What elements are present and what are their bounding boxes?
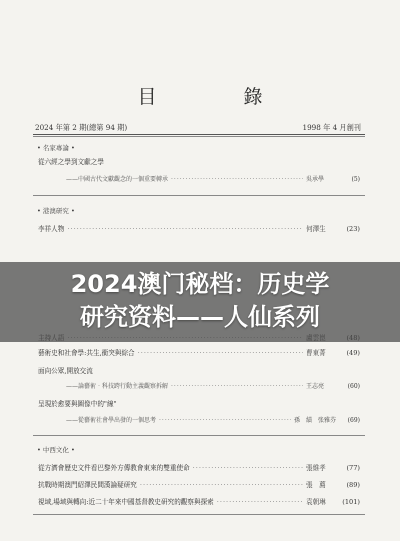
entry-page: (23) — [346, 225, 360, 233]
entry-title: 從方濟會歷史文件看巴黎外方傳教會東來的雙重使命 — [38, 464, 190, 472]
toc-entry[interactable] — [38, 156, 360, 166]
toc-entry[interactable] — [38, 496, 360, 506]
leader-dots — [217, 498, 303, 506]
toc-entry[interactable] — [38, 347, 360, 357]
entry-title: 藝術史和社會學:共生,衝突與綜合 — [38, 349, 135, 357]
entry-title: ——中國古代文獻觀念的一個重要轉承 — [66, 176, 169, 183]
leader-dots — [159, 417, 291, 424]
leader-dots — [171, 176, 303, 183]
entry-author: 王志亮 — [306, 383, 325, 390]
entry-author: 吳承學 — [306, 176, 325, 183]
entry-author: 何澤生 — [306, 225, 326, 233]
entry-page: (69) — [347, 417, 360, 424]
leader-dots — [193, 464, 303, 472]
page-title: 目 錄 — [137, 86, 297, 108]
section-rule — [33, 435, 365, 436]
founding-date: 1998 年 4 月創刊 — [302, 123, 361, 132]
overlay-line-1: 2024澳门秘档：历史学 — [70, 270, 330, 298]
entry-author: 張 薦 — [306, 481, 326, 489]
entry-page: (49) — [346, 349, 360, 357]
entry-author: 曹東菁 — [306, 349, 326, 357]
toc-entry-subtitle[interactable] — [66, 415, 360, 425]
entry-author: 張維孝 — [306, 464, 326, 472]
overlay-caption — [0, 268, 400, 334]
entry-title: 視域,場域與轉向:近二十年來中國基督教史研究的觀察與探索 — [38, 498, 214, 506]
entry-page: (101) — [342, 498, 360, 506]
entry-author: 孫 績 张雅芬 — [293, 417, 336, 424]
entry-title: 面向公眾,開放交流 — [38, 367, 93, 375]
entry-title: ——從藝術社會學出發的一個思考 — [66, 417, 157, 424]
section-heading: • 中西文化 • — [37, 446, 75, 454]
toc-entry-subtitle[interactable] — [66, 381, 360, 391]
header-rule — [33, 134, 365, 135]
leader-dots — [171, 383, 303, 390]
section-rule — [33, 195, 365, 196]
toc-entry[interactable] — [38, 398, 360, 408]
issue-info-row — [35, 123, 361, 133]
entry-page: (89) — [346, 481, 360, 489]
entry-page: (77) — [346, 464, 360, 472]
toc-entry[interactable] — [38, 365, 360, 375]
toc-entry[interactable] — [38, 223, 360, 233]
entry-title: 呈現於愈要與圖像中的"線" — [38, 400, 117, 408]
header-rule-thin — [33, 136, 365, 137]
entry-title: 抗戰時期澳門紹澤民間漢論疑研究 — [38, 481, 137, 489]
toc-entry[interactable] — [38, 462, 360, 472]
entry-title: 從六經之學到文獻之學 — [38, 158, 104, 166]
leader-dots — [138, 349, 303, 357]
footer-rule — [33, 514, 365, 515]
entry-author: 袁朝琳 — [306, 498, 326, 506]
entry-page: (60) — [347, 383, 360, 390]
overlay-line-2: 研究资料——人仙系列 — [80, 303, 320, 331]
section-heading: • 港澳研究 • — [37, 207, 75, 215]
toc-entry[interactable] — [38, 479, 360, 489]
leader-dots — [67, 225, 303, 233]
issue-number: 2024 年第 2 期(總第 94 期) — [35, 123, 128, 132]
entry-page: (5) — [351, 176, 360, 183]
entry-title: 李祥人物 — [38, 225, 65, 233]
section-heading: • 名家專論 • — [37, 144, 75, 152]
toc-entry-subtitle[interactable] — [66, 174, 360, 184]
leader-dots — [140, 481, 303, 489]
entry-title: ——論藝術‧科技跨行動主義觀察拆解 — [66, 383, 169, 390]
